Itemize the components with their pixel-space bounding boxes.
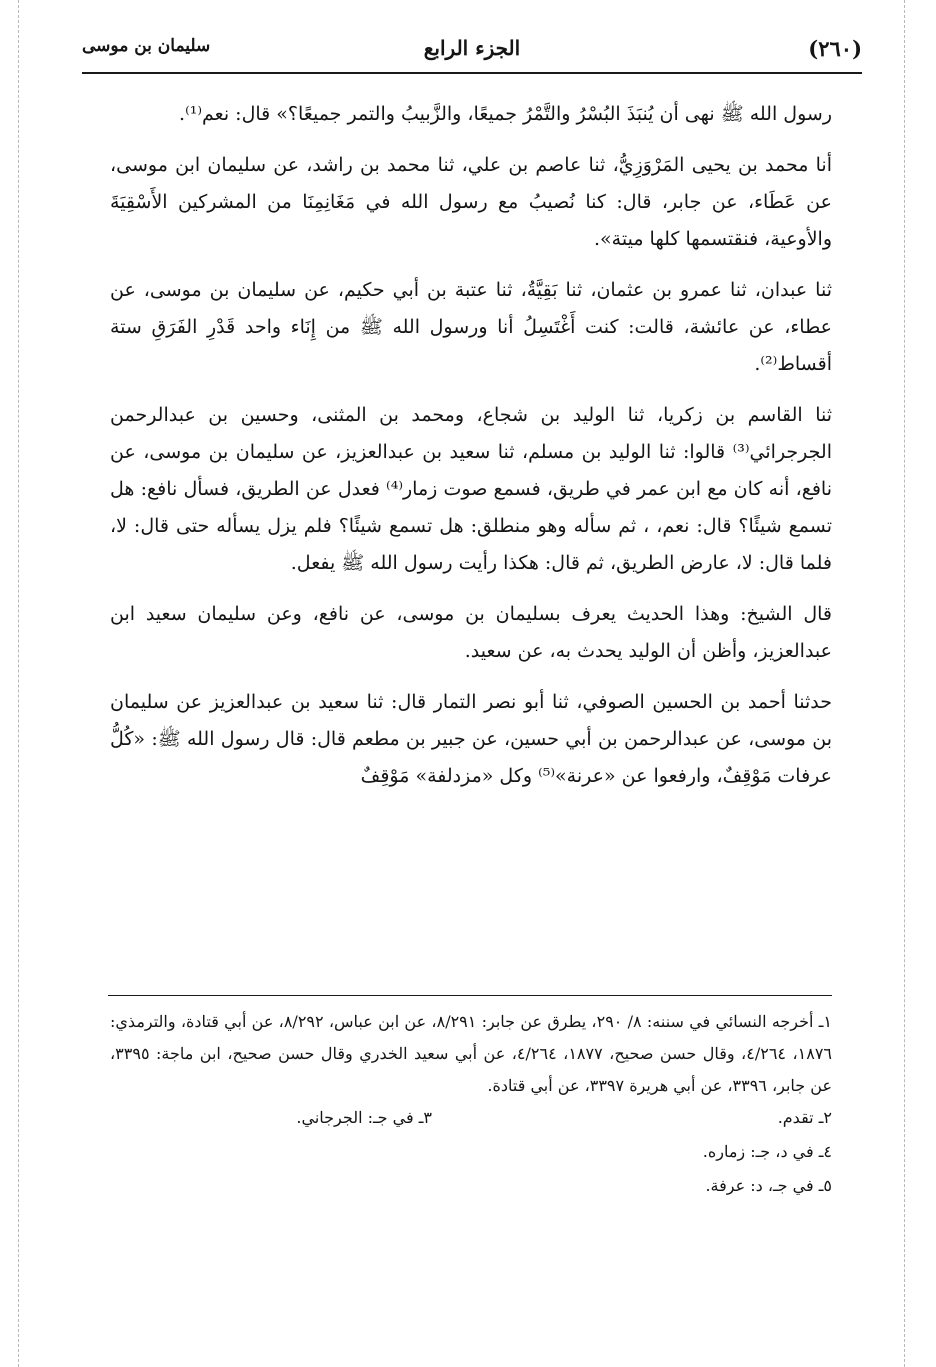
footnote-row-2-3 bbox=[110, 1102, 832, 1136]
paragraph-5: قال الشيخ: وهذا الحديث يعرف بسليمان بن موسى، عن نافع، وعن سليمان سعيد ابن عبدالعزيز، وأظن أن الوليد يحدث به، عن سعيد. bbox=[110, 603, 832, 662]
page-number: (٢٦٠) bbox=[808, 36, 862, 61]
scan-edge-left bbox=[18, 0, 19, 1367]
footnotes bbox=[110, 1006, 832, 1204]
footnote-divider bbox=[108, 995, 832, 996]
paragraph-4: ثنا القاسم بن زكريا، ثنا الوليد بن شجاع، ومحمد بن المثنى، وحسين بن عبدالرحمن الجرجرائي⁽³⁾ قالوا: ثنا الوليد بن مسلم، ثنا سعيد بن عبدالعزيز، عن سليمان بن موسى، عن نافع، أنه كان مع ابن عمر في طريق، فسمع صوت زمار⁽⁴⁾ فعدل عن الطريق، فسأل نافع: هل تسمع شيئًا؟ قال: نعم، ، ثم سأله وهو منطلق: هل تسمع شيئًا؟ فلم يزل يسأله حتى قال: لا، فلما قال: لا، عارض الطريق، ثم قال: هكذا رأيت رسول الله ﷺ يفعل. bbox=[110, 404, 832, 574]
footnote-4: ٤ـ في د، جـ: زماره. bbox=[702, 1142, 832, 1161]
paragraph-6: حدثنا أحمد بن الحسين الصوفي، ثنا أبو نصر التمار قال: ثنا سعيد بن عبدالعزيز عن سليمان بن موسى، عن عبدالرحمن بن أبي حسين، عن جبير بن مطعم قال: قال رسول الله ﷺ: «كُلُّ عرفات مَوْقِفٌ، وارفعوا عن «عرنة»⁽⁵⁾ وكل «مزدلفة» مَوْقِفٌ bbox=[110, 691, 832, 787]
paragraph-3: ثنا عبدان، ثنا عمرو بن عثمان، ثنا بَقِيَّةُ، ثنا عتبة بن أبي حكيم، عن سليمان بن موسى، عن عطاء، عن عائشة، قالت: كنت أَغْتَسِلُ أنا ورسول الله ﷺ من إِنَاء واحد قَدْرِ الفَرَقِ ستة أقساط⁽²⁾. bbox=[110, 279, 832, 375]
chapter-title: سليمان بن موسى bbox=[82, 36, 211, 56]
paragraph-1: رسول الله ﷺ نهى أن يُنبَذَ البُسْرُ والتَّمْرُ جميعًا، والزَّبيبُ والتمر جميعًا؟» قال: نعم⁽¹⁾. bbox=[179, 103, 832, 125]
paragraph-2: أنا محمد بن يحيى المَرْوَزِيُّ، ثنا عاصم بن علي، ثنا محمد بن راشد، عن سليمان ابن موسى، عن عَطَاء، عن جابر، قال: كنا نُصيبُ مع رسول الله في مَغَانِمِنَا من المشركين الأَسْقِيَةَ والأوعية، فنقتسمها كلها ميتة». bbox=[110, 154, 832, 250]
footnote-3: ٣ـ في جـ: الجرجاني. bbox=[296, 1108, 432, 1127]
part-title: الجزء الرابع bbox=[423, 36, 521, 60]
footnote-1: ١ـ أخرجه النسائي في سننه: ٨/ ٢٩٠، يطرق عن جابر: ٨/٢٩١، عن ابن عباس، ٨/٢٩٢، عن أبي قتادة، والترمذي: ١٨٧٦، ٤/٢٦٤، وقال حسن صحيح، ١٨٧٧، ٤/٢٦٤، عن أبي سعيد الخدري وقال حسن صحيح، ابن ماجة: ٣٣٩٥، عن جابر، ٣٣٩٦، عن أبي هريرة ٣٣٩٧، عن أبي قتادة. bbox=[110, 1012, 833, 1095]
scan-edge-right bbox=[904, 0, 905, 1367]
page-header bbox=[82, 28, 862, 74]
footnote-2: ٢ـ تقدم. bbox=[777, 1108, 832, 1127]
main-text bbox=[110, 96, 832, 809]
footnote-5: ٥ـ في جـ، د: عرفة. bbox=[705, 1176, 832, 1195]
